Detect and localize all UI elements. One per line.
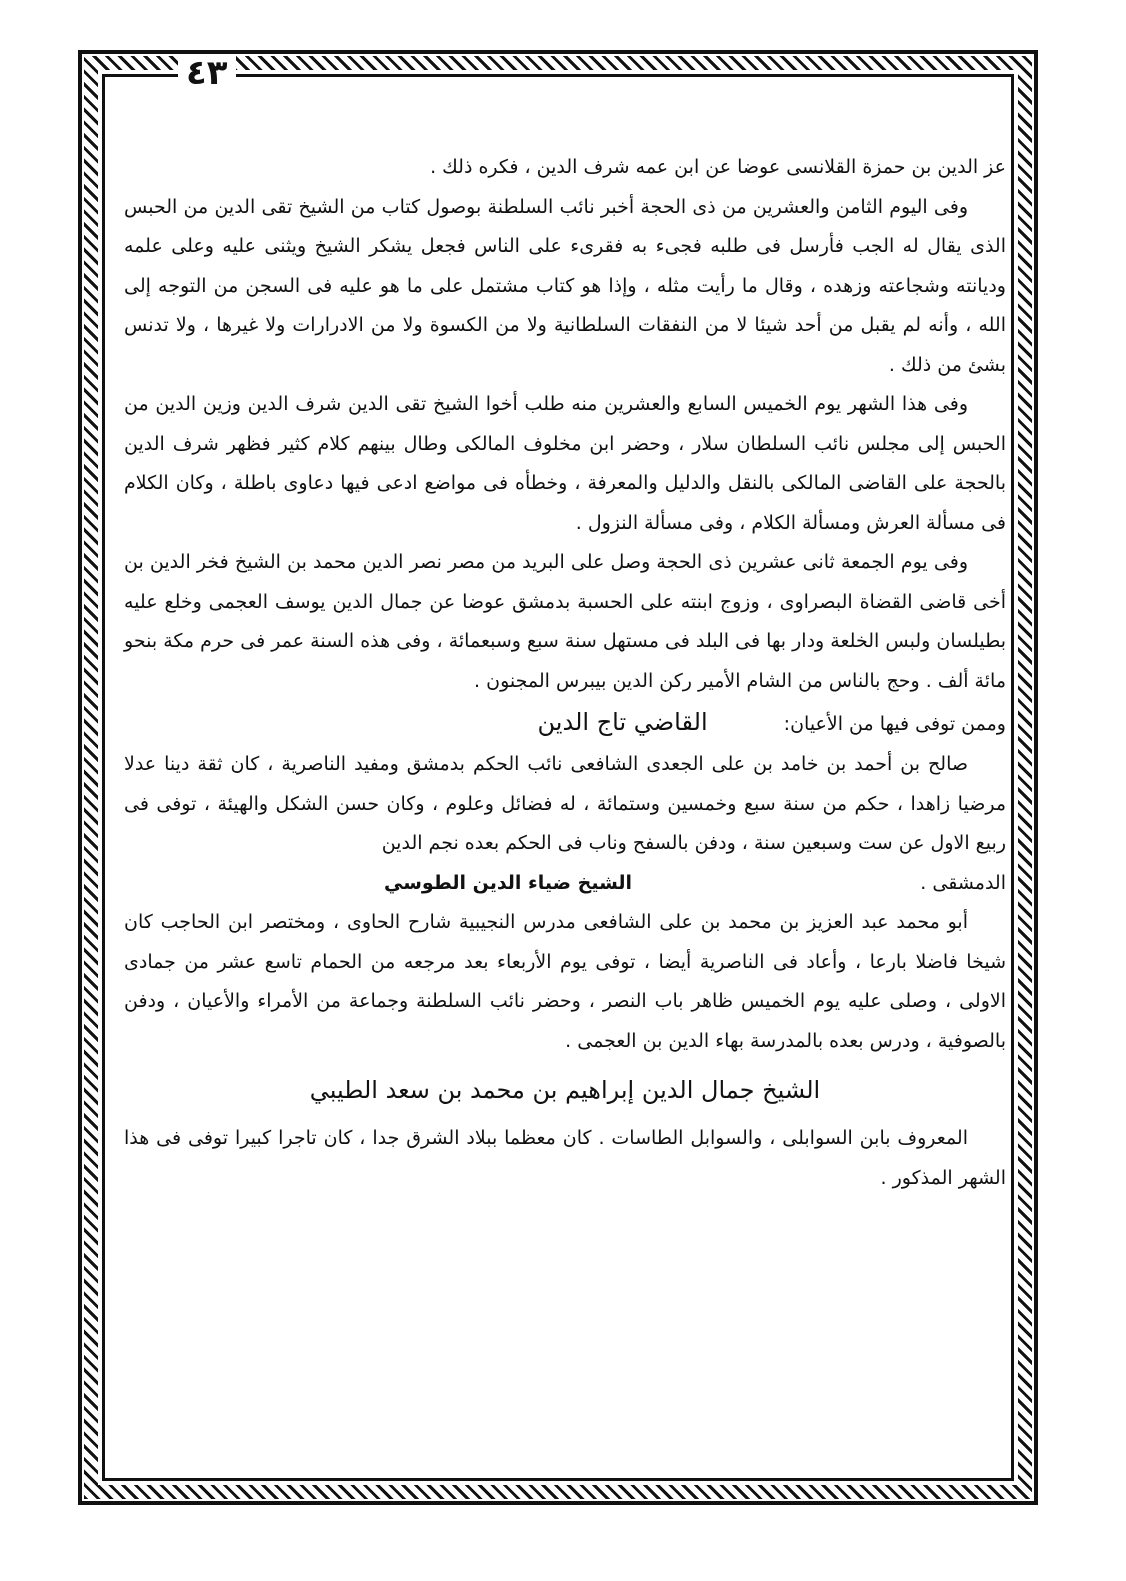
paragraph-1: عز الدين بن حمزة القلانسى عوضا عن ابن عمه شرف الدين ، فكره ذلك .: [430, 156, 1006, 178]
obituary-3-name: الشيخ جمال الدين إبراهيم بن محمد بن سعد الطيبي: [309, 1076, 821, 1104]
page-body: [124, 148, 1006, 1438]
paragraph-4: وفى يوم الجمعة ثانى عشرين ذى الحجة وصل على البريد من مصر نصر الدين محمد بن الشيخ فخر الدين بن أخى قاضى القضاة البصراوى ، وزوج ابنته على الحسبة بدمشق عوضا عن جمال الدين يوسف العجمى وخلع عليه بطيلسان ولبس الخلعة ودار بها فى البلد فى مستهل سنة سبع وسبعمائة ، وفى هذه السنة عمر فى حرم مكة بنحو مائة ألف . وحج بالناس من الشام الأمير ركن الدين بيبرس المجنون .: [124, 551, 1006, 692]
obituaries-intro: وممن توفى فيها من الأعيان:: [783, 713, 1006, 735]
obituary-2-name: الشيخ ضياء الدين الطوسي: [384, 871, 633, 894]
obituary-2-text: أبو محمد عبد العزيز بن محمد بن على الشافعى مدرس النجيبية شارح الحاوى ، ومختصر ابن الحاجب كان شيخا فاضلا بارعا ، وأعاد فى الناصرية أيضا ، توفى يوم الأربعاء بعد مرجعه من الحمام تاسع عشر من جمادى الاولى ، وصلى عليه يوم الخميس ظاهر باب النصر ، وحضر نائب السلطنة وجماعة من الأمراء والأعيان ، ودفن بالصوفية ، ودرس بعده بالمدرسة بهاء الدين بن العجمى .: [124, 911, 1006, 1052]
obituary-3-text: المعروف بابن السوابلى ، والسوابل الطاسات . كان معظما ببلاد الشرق جدا ، كان تاجرا كبيرا توفى فى هذا الشهر المذكور .: [124, 1127, 1006, 1189]
obituaries-heading: [124, 701, 1006, 745]
page-number: ٤٣: [178, 56, 236, 90]
paragraph-3: وفى هذا الشهر يوم الخميس السابع والعشرين منه طلب أخوا الشيخ تقى الدين شرف الدين وزين الدين من الحبس إلى مجلس نائب السلطان سلار ، وحضر ابن مخلوف المالكى وطال بينهم كلام كثير فظهر شرف الدين بالحجة على القاضى المالكى بالنقل والدليل والمعرفة ، وخطأه فى مواضع ادعى فيها دعاوى باطلة ، وكان الكلام فى مسألة العرش ومسألة الكلام ، وفى مسألة النزول .: [124, 393, 1006, 534]
obituary-1-text: صالح بن أحمد بن خامد بن على الجعدى الشافعى نائب الحكم بدمشق ومفيد الناصرية ، كان ثقة دينا عدلا مرضيا زاهدا ، حكم من سنة سبع وخمسين وستمائة ، له فضائل وعلوم ، وكان حسن الشكل والهيئة ، توفى فى ربيع الاول عن ست وسبعين سنة ، ودفن بالسفح وناب فى الحكم بعده نجم الدين: [124, 753, 1006, 854]
paragraph-2: وفى اليوم الثامن والعشرين من ذى الحجة أخبر نائب السلطنة بوصول كتاب من الشيخ تقى الدين من الحبس الذى يقال له الجب فأرسل فى طلبه فجىء به فقرىء على الناس فجعل يشكر الشيخ ويثنى عليه وعلى علمه وديانته وشجاعته وزهده ، وقال ما رأيت مثله ، وإذا هو كتاب مشتمل على ما هو عليه فى السجن من التوجه إلى الله ، وأنه لم يقبل من أحد شيئا لا من النفقات السلطانية ولا من الكسوة ولا من الادرارات ولا غيرها ، ولا تدنس بشئ من ذلك .: [124, 195, 1006, 376]
obituary-1-tail: الدمشقى .: [920, 871, 1006, 894]
obituary-1-name: القاضي تاج الدين: [537, 708, 708, 736]
obituary-1-tail-line: [124, 864, 1006, 904]
